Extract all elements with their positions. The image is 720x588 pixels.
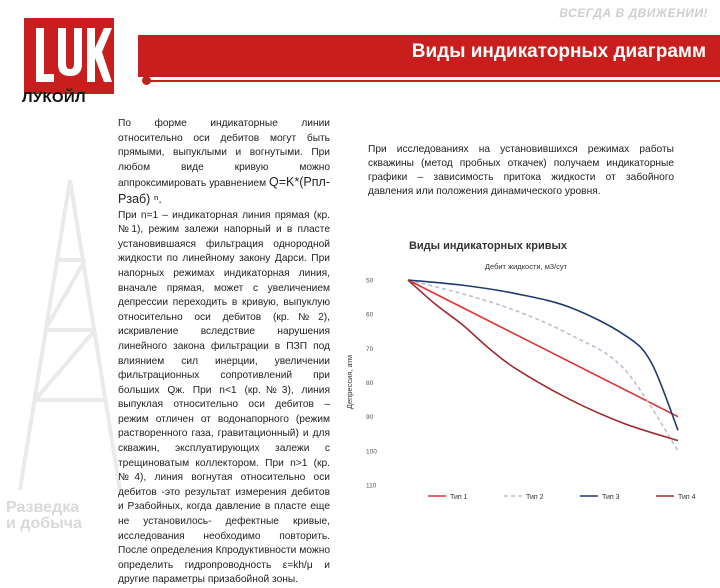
description-right: При исследованиях на установившихся режимах работы скважины (метод пробных откачек) получаем индикаторные графики – зависимость притока жидкости от забойного давления или положения динамического уровня. xyxy=(368,144,674,197)
intro-paragraph: По форме индикаторные линии относительно оси дебитов могут быть прямыми, выпуклыми и вогнутыми. При любом виде кривую можно аппроксимировать уравнением xyxy=(118,118,330,190)
description-left xyxy=(118,117,330,588)
y-tick-label: 100 xyxy=(366,448,377,456)
header-underline xyxy=(146,80,720,82)
watermark-text xyxy=(6,500,82,532)
slogan: ВСЕГДА В ДВИЖЕНИИ! xyxy=(559,6,708,20)
x-axis-label: Дебит жидкости, м3/сут xyxy=(484,262,568,271)
indicator-chart xyxy=(340,230,720,540)
y-tick-label: 90 xyxy=(366,414,374,422)
watermark-line2: и добыча xyxy=(6,515,82,532)
chart-title: Виды индикаторных кривых xyxy=(408,240,568,252)
legend-label-tip-1: Тип 1 xyxy=(450,494,468,501)
legend-label-tip-3: Тип 3 xyxy=(602,494,620,501)
page-title: Виды индикаторных диаграмм xyxy=(411,41,706,62)
y-axis-label: Депрессия, атм xyxy=(345,354,354,410)
main-paragraph: При n=1 – индикаторная линия прямая (кр.№1), режим залежи напорный и в пласте установившаяся фильтрация однородной жидкости по линейному закону Дарси. При напорных режимах индикаторная линия, вначале прямая, может с увеличением депрессии переходить в кривую, выпуклую относительно оси дебитов (кр.№2), искривление вследствие нарушения линейного закона фильтрации в ПЗП под влиянием сил инерции, увеличении фильтрационных сопротивлений при больших Qж. При n<1 (кр.№3), линия выпуклая относительно оси дебитов – режим отличен от водонапорного (режим растворенного газа, гравитационный) и для скважин, эксплуатирующих залежи с трещиноватым коллектором. При n>1 (кр.№4), линия вогнутая относительно оси дебитов -это результат измерения дебитов и Рзабойных, когда давление в пласте еще не установилось- дефектные кривые, исследования необходимо повторить. После определения Кпродуктивности можно определить гидропроводность ε=kh/μ и другие параметры призабойной зоны. xyxy=(118,209,330,586)
y-tick-label: 70 xyxy=(366,345,374,353)
watermark-line1: Разведка xyxy=(6,499,80,516)
formula: Q=K*(Pпл-Рзаб) ⁿ. xyxy=(118,175,330,206)
series-line-tip-1 xyxy=(408,280,678,417)
y-tick-label: 80 xyxy=(366,380,374,387)
legend-label-tip-2: Тип 2 xyxy=(526,494,544,501)
series-line-tip-2 xyxy=(408,280,678,451)
series-line-tip-4 xyxy=(408,280,678,441)
header-dot xyxy=(142,76,151,85)
legend-label-tip-4: Тип 4 xyxy=(678,494,696,501)
y-tick-label: 50 xyxy=(366,277,374,285)
y-tick-label: 60 xyxy=(366,311,374,319)
logo-text: ЛУКОЙЛ xyxy=(22,89,86,106)
y-tick-label: 110 xyxy=(366,482,377,490)
series-line-tip-3 xyxy=(408,280,678,430)
